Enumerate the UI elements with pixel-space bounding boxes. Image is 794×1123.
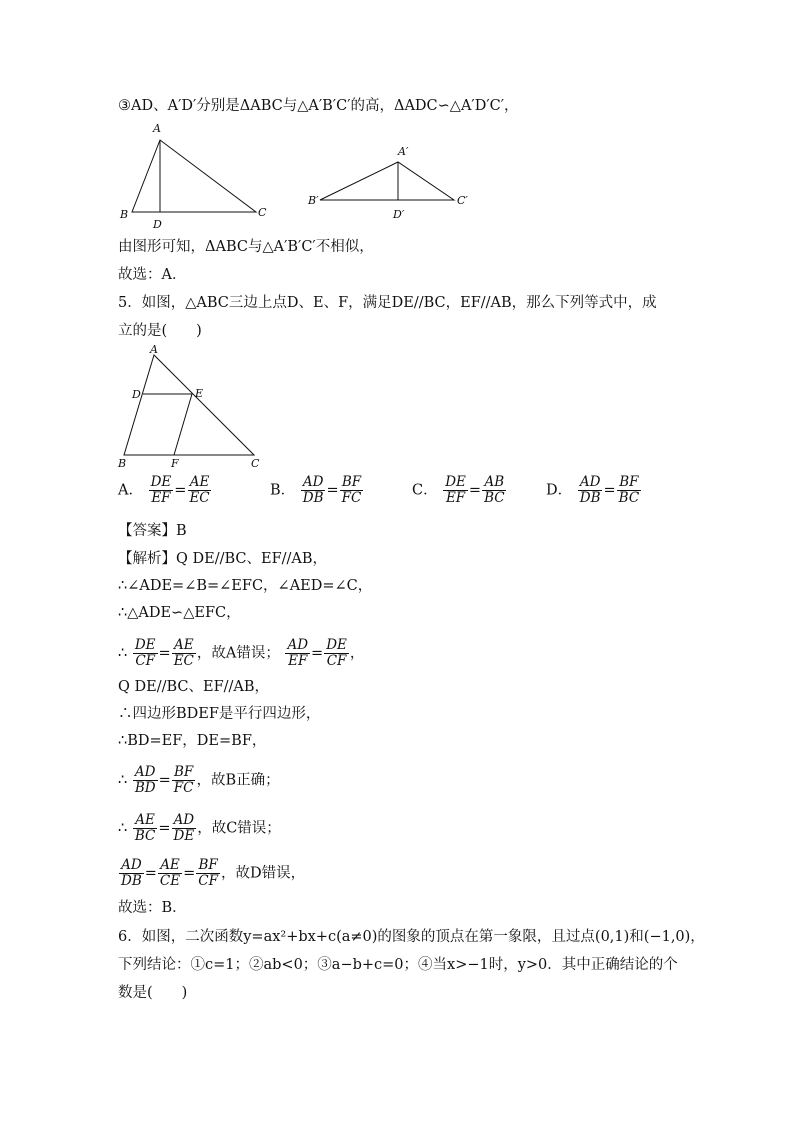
q6-stem-line3: 数是( ) <box>118 985 188 1001</box>
q5-analysis-line6: ∴四边形BDEF是平行四边形， <box>118 706 321 722</box>
q5-answer: 【答案】B <box>118 523 187 539</box>
label-f: F <box>171 457 179 470</box>
q5-option-a: A． $\frac{DE}{EF}$ = $\frac{AE}{EC}$ <box>118 474 210 506</box>
q5-analysis-line7: ∴BD=EF，DE=BF， <box>118 733 267 749</box>
q5-analysis-line10: $\frac{AD}{DB}$ = $\frac{AE}{CE}$ = $\frac{BF}{CF}$ ，故D错误， <box>121 857 306 889</box>
q5-analysis-line5: Q DE//BC、EF//AB， <box>118 679 270 695</box>
label-b-prime: B′ <box>308 194 319 207</box>
q5-option-d: D． $\frac{AD}{DB}$ = $\frac{BF}{BC}$ <box>546 474 640 506</box>
label-e: E <box>195 387 204 400</box>
triangle-abc-figure <box>112 120 272 232</box>
label-c: C <box>251 457 260 470</box>
q4-statement-3: ③AD、A′D′分别是ΔABC与△A′B′C′的高，ΔADC∽△A′D′C′， <box>118 98 519 114</box>
q5-stem-line2: 立的是( ) <box>118 323 202 339</box>
label-a: A <box>150 343 158 356</box>
q5-analysis-line8: ∴ $\frac{AD}{BD}$ = $\frac{BF}{FC}$ ，故B正确； <box>118 764 280 796</box>
q6-stem-line2: 下列结论：①c=1；②ab<0；③a−b+c=0；④当x>−1时，y>0．其中正确结论的个 <box>118 957 678 973</box>
q4-conclusion: 由图形可知，ΔABC与△A′B′C′不相似， <box>118 239 374 255</box>
label-b: B <box>118 457 127 470</box>
q5-option-c: C． $\frac{DE}{EF}$ = $\frac{AB}{BC}$ <box>412 474 505 506</box>
q5-analysis-line2: ∴∠ADE=∠B=∠EFC，∠AED=∠C， <box>118 578 373 594</box>
q5-stem-line1: 5．如图，△ABC三边上点D、E、F，满足DE//BC，EF//AB，那么下列等式中，成 <box>118 295 657 311</box>
label-d-prime: D′ <box>393 208 405 221</box>
label-a: A <box>153 122 161 135</box>
q5-analysis-line1: 【解析】Q DE//BC、EF//AB， <box>118 551 328 567</box>
label-c: C <box>258 206 267 219</box>
label-a-prime: A′ <box>398 145 409 158</box>
label-d: D <box>132 388 141 401</box>
label-d: D <box>153 218 162 231</box>
q5-triangle-figure <box>112 345 272 470</box>
triangle-abc-prime-figure <box>306 140 478 226</box>
q5-analysis-line9: ∴ $\frac{AE}{BC}$ = $\frac{AD}{DE}$ ，故C错误； <box>118 812 281 844</box>
label-b: B <box>120 208 129 221</box>
q4-choice: 故选：A． <box>118 267 187 283</box>
label-c-prime: C′ <box>457 194 468 207</box>
q5-option-b: B． $\frac{AD}{DB}$ = $\frac{BF}{FC}$ <box>270 474 362 506</box>
q5-choice: 故选：B． <box>118 900 187 916</box>
q6-stem-line1: 6．如图，二次函数y=ax²+bx+c(a≠0)的图象的顶点在第一象限，且过点(0,1)和(−1,0)， <box>118 929 705 945</box>
q5-analysis-line4: ∴ $\frac{DE}{CF}$ = $\frac{AE}{EC}$ ，故A错误； $\frac{AD}{EF}$ = $\frac{DE}{CF}$ ， <box>118 637 365 669</box>
q5-analysis-line3: ∴△ADE∽△EFC， <box>118 605 241 621</box>
